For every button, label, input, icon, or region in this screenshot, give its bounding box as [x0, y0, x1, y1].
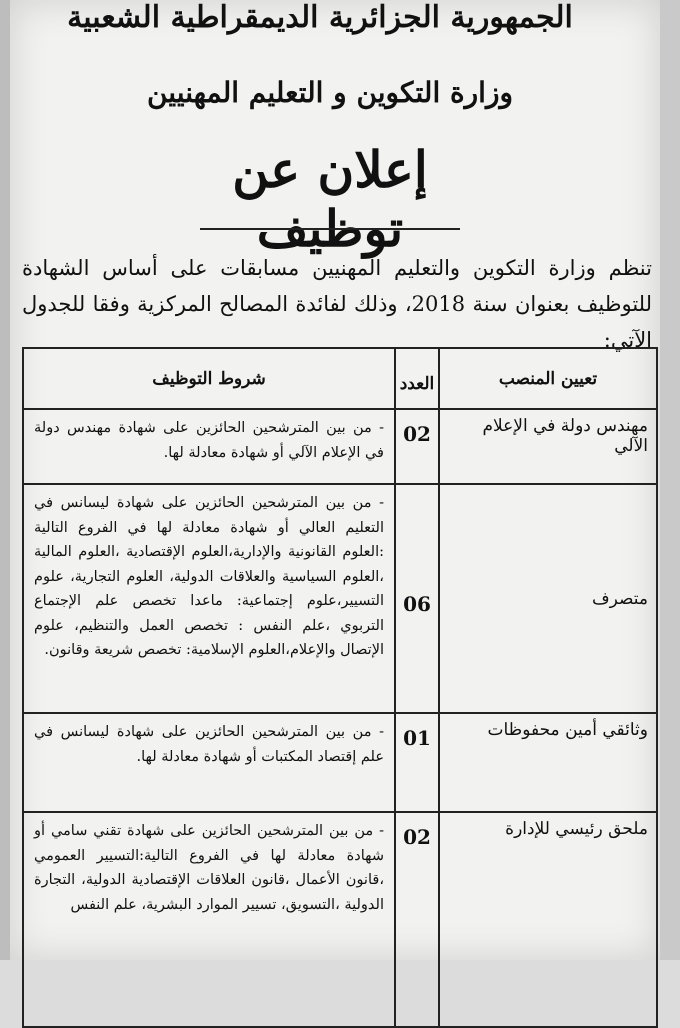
intro-paragraph: تنظم وزارة التكوين والتعليم المهنيين مسابقات على أساس الشهادة للتوظيف بعنوان سنة 2018، وذلك لفائدة المصالح المركزية وفقا للجدول الآتي:: [22, 256, 653, 352]
conditions-cell: - من بين المترشحين الحائزين على شهادة ليسانس في علم إقتصاد المكتبات أو شهادة معادلة لها.: [23, 713, 395, 812]
header-count: العدد: [395, 348, 439, 409]
table-header-row: [23, 348, 657, 409]
position-cell: متصرف: [439, 484, 657, 713]
table-row: [23, 713, 657, 812]
position-cell: وثائقي أمين محفوظات: [439, 713, 657, 812]
header-position: تعيين المنصب: [439, 348, 657, 409]
count-cell: 01: [395, 713, 439, 812]
conditions-cell: - من بين المترشحين الحائزين على شهادة مهندس دولة في الإعلام الآلي أو شهادة معادلة لها.: [23, 409, 395, 484]
position-cell: مهندس دولة في الإعلام الآلي: [439, 409, 657, 484]
conditions-cell: - من بين المترشحين الحائزين على شهادة ليسانس في التعليم العالي أو شهادة معادلة لها في الفروع التالية :العلوم القانونية والإدارية،العلوم الإقتصادية ،العلوم المالية ،العلوم السياسية والعلاقات الدولية، العلوم التجارية، علوم التسيير،علوم إجتماعية: ماعدا تخصص علم الإجتماع التربوي ،علم النفس : تخصص العمل والتنظيم، علوم الإتصال والإعلام،العلوم الإسلامية: تخصص شريعة وقانون.: [23, 484, 395, 713]
position-cell: ملحق رئيسي للإدارة: [439, 812, 657, 1027]
republic-heading: الجمهورية الجزائرية الديمقراطية الشعبية: [67, 0, 573, 35]
table-row: [23, 409, 657, 484]
conditions-cell: - من بين المترشحين الحائزين على شهادة تقني سامي أو شهادة معادلة لها في الفروع التالية:التسيير العمومي ،قانون الأعمال ،قانون العلاقات الإقتصادية الدولية، التجارة الدولية ،التسويق، تسيير الموارد البشرية، علم النفس: [23, 812, 395, 1027]
count-cell: 02: [395, 409, 439, 484]
count-cell: 06: [395, 484, 439, 713]
scan-edge-left: [0, 0, 10, 960]
count-cell: 02: [395, 812, 439, 1027]
header-conditions: شروط التوظيف: [23, 348, 395, 409]
ministry-heading: وزارة التكوين و التعليم المهنيين: [146, 76, 513, 109]
announcement-title: إعلان عن توظيف: [232, 140, 428, 258]
table-row: [23, 484, 657, 713]
scan-edge-right: [660, 0, 680, 960]
title-underline: [200, 228, 460, 230]
recruitment-table: [22, 347, 658, 1028]
table-row: [23, 812, 657, 1027]
